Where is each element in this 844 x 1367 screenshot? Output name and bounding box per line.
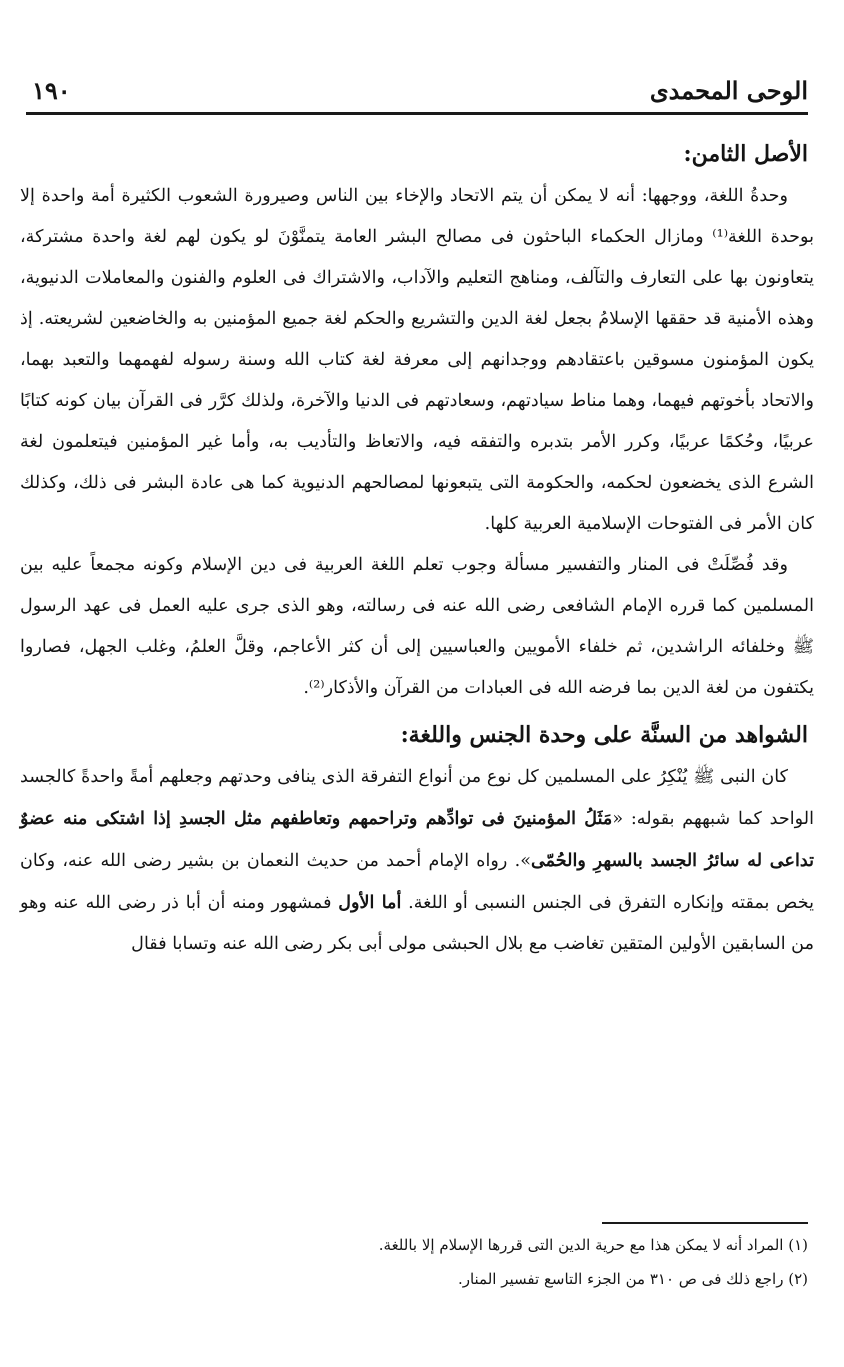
main-text (20, 132, 814, 965)
section-heading-eighth-principle: الأصل الثامن: (683, 141, 808, 167)
running-title: الوحى المحمدى (649, 76, 808, 105)
paragraph-hadith (20, 757, 814, 965)
hadith-intro: كان النبى ﷺ يُنْكِرُ على المسلمين كل نوع من أنواع التفرقة الذى ينافى وحدتهم وجعلهم أمةً واحدةً كالجسد الواحد كما شبههم بقوله: « (20, 767, 814, 829)
paragraph-arabic-obligation: وقد فُصِّلَتْ فى المنار والتفسير مسألة وجوب تعلم اللغة العربية فى دين الإسلام وكونه مجمعاً عليه بين المسلمين كما قرره الإمام الشافعى رضى الله عنه فى رسالته، وهو الذى جرى عليه العمل فى عهد الرسول ﷺ وخلفائه الراشدين، ثم خلفاء الأمويين والعباسيين إلى أن كثر الأعاجم، وقلَّ العلمُ، وغلب الجهل، فصاروا يكتفون من لغة الدين بما فرضه الله فى العبادات من القرآن والأذكار⁽²⁾. (20, 555, 814, 698)
hadith-tail: فمشهور ومنه أن أبا ذر رضى الله عنه وهو من السابقين الأولين المتقين تغاضب مع بلال الحبشى مولى أبى بكر رضى الله عنه وتسابا فقال (20, 893, 814, 954)
page-header (26, 72, 808, 115)
hadith-quote: مَثَلُ المؤمنينَ فى توادِّهم وتراحمهم وتعاطفهم مثل الجسدِ إذا اشتكى منه عضوٌ تداعى له سائرُ الجسد بالسهرِ والحُمّى (20, 808, 814, 871)
footnote-1: (١) المراد أنه لا يمكن هذا مع حرية الدين التى قررها الإسلام إلا باللغة. (378, 1236, 808, 1254)
paragraph-language-unity: وحدةُ اللغة، ووجهها: أنه لا يمكن أن يتم الاتحاد والإخاء بين الناس وصيرورة الشعوب الكثيرة أمة واحدة إلا بوحدة اللغة⁽¹⁾ ومازال الحكماء الباحثون فى مصالح البشر العامة يتمنَّوْنَ لو يكون لهم لغة واحدة مشتركة، يتعاونون بها على التعارف والتآلف، ومناهج التعليم والآداب، والاشتراك فى العلوم والفنون والمعاملات الدنيوية، وهذه الأمنية قد حققها الإسلامُ بجعل لغة الدين والتشريع والحكم لغة جميع المؤمنين به والخاضعين لشريعته. إذ يكون المؤمنون مسوقين باعتقادهم ووجدانهم إلى معرفة لغة كتاب الله وسنة رسوله لفهمهما والتعبد بهما، والاتحاد بأخوتهم فيهما، وهما مناط سيادتهم، وسعادتهم فى الدنيا والآخرة، ولذلك كرَّر فى القرآن بيان كونه كتابًا عربيًا، وحُكمًا عربيًا، وكرر الأمر بتدبره والتفقه فيه، والاتعاظ والتأديب به، وأما غير المؤمنين فيتعلمون لغة الشرع الذى يخضعون لحكمه، والحكومة التى يتبعونها لمصالحهم الدنيوية كما هى عادة البشر فى ذلك، وكذلك كان الأمر فى الفتوحات الإسلامية العربية كلها. (20, 186, 814, 534)
first-point-label: أما الأول (338, 892, 402, 913)
footnotes (20, 1228, 808, 1296)
page-number: ١٩٠ (32, 76, 71, 105)
section-heading-sunnah-evidence: الشواهد من السنَّة على وحدة الجنس واللغة: (400, 722, 808, 748)
footnote-2: (٢) راجع ذلك فى ص ٣١٠ من الجزء التاسع تفسير المنار. (457, 1270, 808, 1288)
hadith-narration: ». رواه الإمام أحمد من حديث النعمان بن بشير رضى الله عنه، وكان يخص بمقته وإنكاره التفرق فى الجنس النسبى أو اللغة. (20, 851, 814, 913)
footnote-divider (602, 1222, 808, 1224)
